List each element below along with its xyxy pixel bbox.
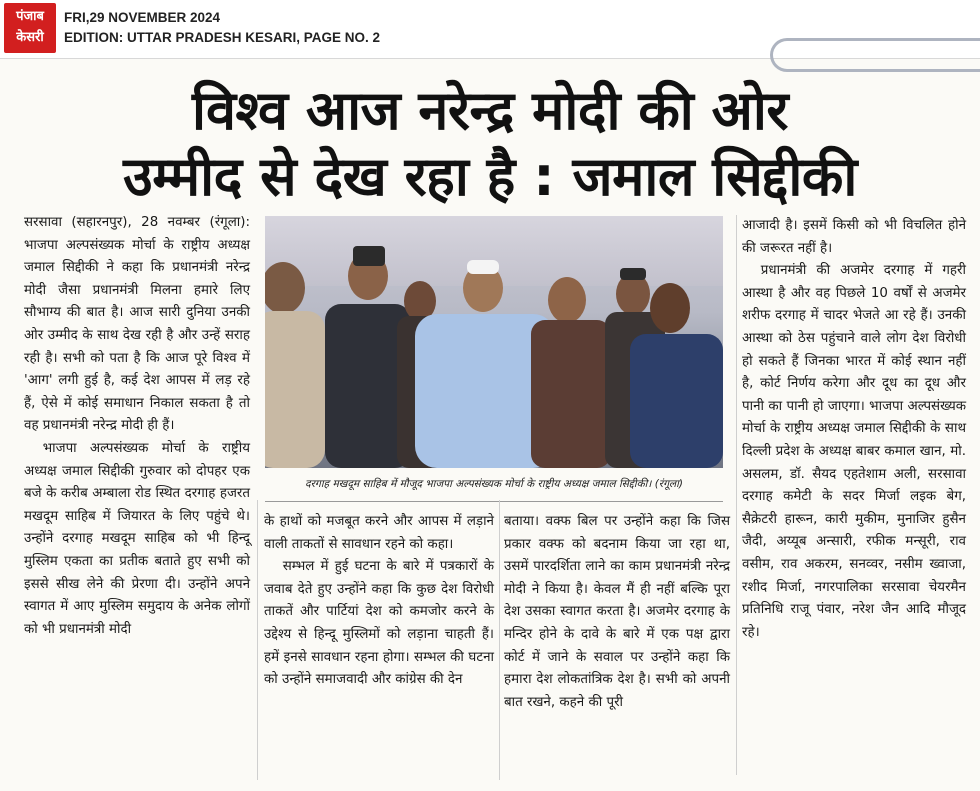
logo-line1: पंजाब [16,9,44,24]
publication-date: FRI,29 NOVEMBER 2024 [64,10,221,25]
headline [0,78,980,210]
logo-line2: केसरी [16,30,44,45]
masthead-bar [0,0,980,59]
column-divider [257,500,258,780]
paragraph: आजादी है। इसमें किसी को भी विचलित होने की जरूरत नहीं है। [742,218,966,256]
edition-info [64,8,380,48]
edition-label: EDITION: UTTAR PRADESH KESARI, PAGE NO. 2 [64,30,381,45]
newspaper-logo [4,3,56,53]
headline-line2: उम्मीद से देख रहा है : जमाल सिद्दीकी [123,145,857,208]
article-column-1 [24,212,250,641]
paragraph: बताया। वक्फ बिल पर उन्होंने कहा कि जिस प्रकार वक्फ को बदनाम किया जा रहा था, उसमें पारदर्शिता लाने का काम प्रधानमंत्री नरेन्द्र मोदी ने किया है। केवल मैं ही नहीं बल्कि पूरा देश उसका स्वागत करता है। अजमेर दरगाह के मन्दिर होने के दावे के बारे में एक पक्ष द्वारा कोर्ट में जाने के सवाल पर उन्होंने कहा कि हमारा देश लोकतांत्रिक देश है। सभी को अपनी बात रखने, कहने की पूरी [504,514,730,710]
paragraph: भाजपा अल्पसंख्यक मोर्चा के राष्ट्रीय अध्यक्ष जमाल सिद्दीकी गुरुवार को दोपहर एक बजे के करीब अम्बाला रोड स्थित दरगाह हजरत मखदूम साहिब में जियारत के लिए पहुंचे थे। उन्होंने दरगाह मखदूम साहिब को भी हिन्दू मुस्लिम एकता का प्रतीक बताते हुए सभी को इससे सीख लेने की प्रेरणा दी। उन्होंने अपने स्वागत में आए मुस्लिम समुदाय के अनेक लोगों को भी प्रधानमंत्री मोदी [24,440,250,637]
column-divider [736,215,737,775]
adjacent-masthead-fragment [770,38,980,72]
news-photo [265,216,723,468]
article-column-2 [264,511,494,692]
headline-line1: विश्व आज नरेन्द्र मोदी की ओर [192,79,788,142]
paragraph: सरसावा (सहारनपुर), 28 नवम्बर (रंगूला): भाजपा अल्पसंख्यक मोर्चा के राष्ट्रीय अध्यक्ष जमाल सिद्दीकी ने कहा कि प्रधानमंत्री नरेन्द्र मोदी जैसा प्रधानमंत्री मिलना हमारे लिए सौभाग्य की बात है। आज सारी दुनिया उनकी ओर उम्मीद के साथ देख रही है और उन्हें सराह रही है। सभी को पता है कि आज पूरे विश्व में 'आग' लगी हुई है, कई देश आपस में लड़ रहे हैं, ऐसे में कोई समाधान निकाल सकता है तो वह प्रधानमंत्री नरेन्द्र मोदी ही हैं। [24,215,250,434]
article-column-3 [504,511,730,714]
paragraph: सम्भल में हुई घटना के बारे में पत्रकारों के जवाब देते हुए उन्होंने कहा कि कुछ देश विरोधी ताकतें और पार्टियां देश को कमजोर करने के उद्देश्य से हिन्दू मुस्लिमों को लड़ाना चाहती हैं। हमें इनसे सावधान रहना होगा। सम्भल की घटना को उन्होंने समाजवादी और कांग्रेस की देन [264,559,494,688]
photo-caption: दरगाह मखदूम साहिब में मौजूद भाजपा अल्पसंख्यक मोर्चा के राष्ट्रीय अध्यक्ष जमाल सिद्दीकी। (रंगूला) [265,471,723,502]
article-column-4 [742,215,966,644]
column-divider [499,500,500,780]
paragraph: के हाथों को मजबूत करने और आपस में लड़ाने वाली ताकतों से सावधान रहने को कहा। [264,514,494,552]
photo-people-illustration [265,216,723,468]
paragraph: प्रधानमंत्री की अजमेर दरगाह में गहरी आस्था है और वह पिछले 10 वर्षों से अजमेर शरीफ दरगाह में चादर भेजते आ रहे हैं। उनकी आस्था को ठेस पहुंचाने वाले लोग देश विरोधी हो सकते हैं जिनका भारत में कोई स्थान नहीं है, कोर्ट निर्णय करेगा और दूध का दूध और पानी का पानी हो जाएगा। भाजपा अल्पसंख्यक मोर्चा के राष्ट्रीय अध्यक्ष जमाल सिद्दीकी के साथ दिल्ली प्रदेश के अध्यक्ष बाबर कमाल खान, मो. असलम, डॉ. सैयद एहतेशाम अली, सरसावा दरगाह कमेटी के सदर मिर्जा लइक बेग, सैक्रेटरी हारून, कारी मुकीम, मुनाजिर हुसैन जैदी, अय्यूब अन्सारी, रफीक मन्सूरी, राव वसीम, राव अकरम, सनव्वर, नसीम ख्वाजा, रशीद मिर्जा, नगरपालिका सरसावा चेयरमैन प्रतिनिधि राजू पंवार, नरेश जैन आदि मौजूद रहे। [742,263,966,640]
